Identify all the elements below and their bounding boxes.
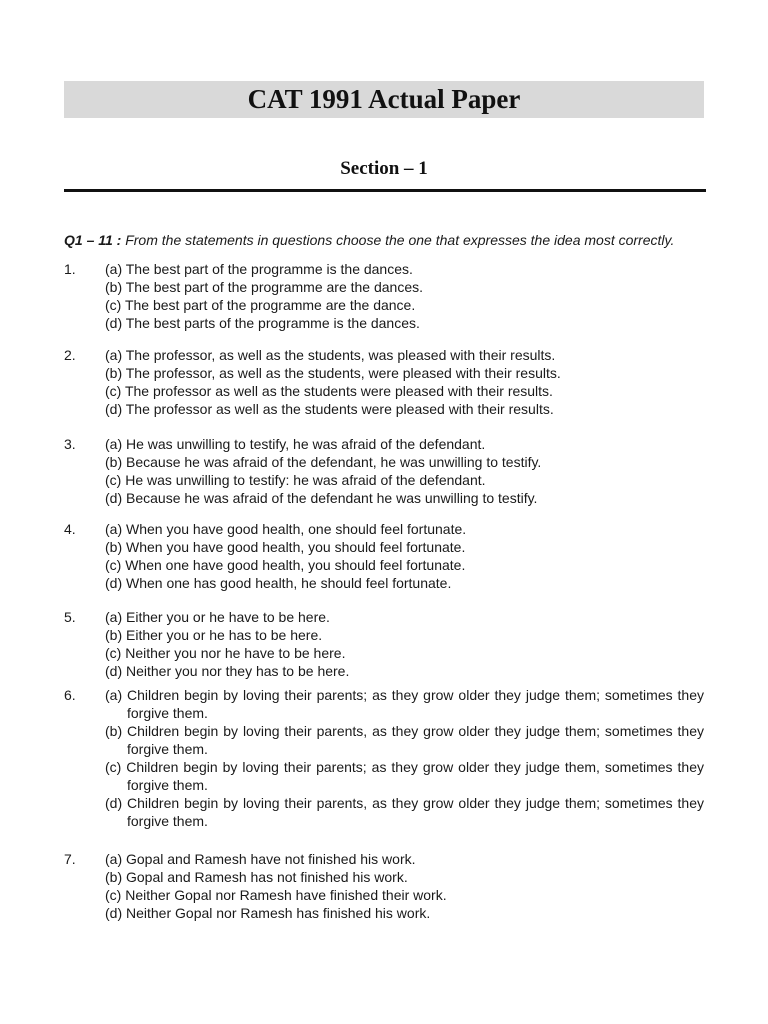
option-b: (b) Gopal and Ramesh has not finished his work.: [105, 869, 408, 885]
option-b: (b) Because he was afraid of the defendant, he was unwilling to testify.: [105, 454, 542, 470]
option-list: [105, 435, 704, 507]
question-2: [64, 346, 704, 418]
option-c: (c) The best part of the programme are the dance.: [105, 297, 416, 313]
instruction-lead: Q1 – 11 :: [64, 232, 122, 248]
option-list: [105, 520, 704, 592]
option-b: (b) Children begin by loving their parents, as they grow older they judge them; sometimes they forgive them.: [105, 723, 704, 757]
option-list: [105, 260, 704, 332]
option-b: (b) Either you or he has to be here.: [105, 627, 323, 643]
title-bar: [64, 81, 704, 118]
question-number: 2.: [64, 347, 76, 363]
option-d: (d) Neither Gopal nor Ramesh has finished his work.: [105, 905, 431, 921]
option-a: (a) The professor, as well as the students, was pleased with their results.: [105, 347, 556, 363]
option-d: (d) The best parts of the programme is the dances.: [105, 315, 420, 331]
question-6: [64, 686, 704, 830]
option-c: (c) Children begin by loving their parents; as they grow older they judge them, sometimes they forgive them.: [105, 759, 704, 793]
option-c: (c) Neither Gopal nor Ramesh have finished their work.: [105, 887, 447, 903]
option-a: (a) Either you or he have to be here.: [105, 609, 330, 625]
option-a: (a) Gopal and Ramesh have not finished his work.: [105, 851, 416, 867]
question-7: [64, 850, 704, 922]
section-divider: [64, 189, 706, 192]
option-a: (a) He was unwilling to testify, he was afraid of the defendant.: [105, 436, 486, 452]
option-b: (b) The best part of the programme are the dances.: [105, 279, 424, 295]
question-3: [64, 435, 704, 507]
option-a: (a) The best part of the programme is the dances.: [105, 261, 413, 277]
section-heading: Section – 1: [340, 158, 428, 179]
option-a: (a) Children begin by loving their parents; as they grow older they judge them; sometimes they forgive them.: [105, 687, 704, 721]
question-number: 3.: [64, 436, 76, 452]
option-c: (c) When one have good health, you should feel fortunate.: [105, 557, 466, 573]
question-1: [64, 260, 704, 332]
option-list: [105, 686, 704, 830]
option-b: (b) When you have good health, you should feel fortunate.: [105, 539, 466, 555]
question-4: [64, 520, 704, 592]
question-number: 4.: [64, 521, 76, 537]
question-number: 7.: [64, 851, 76, 867]
option-c: (c) He was unwilling to testify: he was afraid of the defendant.: [105, 472, 486, 488]
instruction-text: From the statements in questions choose the one that expresses the idea most correctly.: [125, 232, 675, 248]
instructions: [64, 232, 724, 248]
option-c: (c) Neither you nor he have to be here.: [105, 645, 346, 661]
option-d: (d) When one has good health, he should feel fortunate.: [105, 575, 452, 591]
option-d: (d) Because he was afraid of the defendant he was unwilling to testify.: [105, 490, 538, 506]
option-a: (a) When you have good health, one should feel fortunate.: [105, 521, 467, 537]
page-title: CAT 1991 Actual Paper: [247, 84, 521, 114]
option-d: (d) Neither you nor they has to be here.: [105, 663, 350, 679]
option-list: [105, 850, 704, 922]
question-number: 5.: [64, 609, 76, 625]
option-list: [105, 608, 704, 680]
question-number: 6.: [64, 687, 76, 703]
option-b: (b) The professor, as well as the students, were pleased with their results.: [105, 365, 561, 381]
option-c: (c) The professor as well as the students were pleased with their results.: [105, 383, 553, 399]
question-5: [64, 608, 704, 680]
option-d: (d) Children begin by loving their parents, as they grow older they judge them; sometimes they forgive them.: [105, 795, 704, 829]
option-d: (d) The professor as well as the students were pleased with their results.: [105, 401, 554, 417]
option-list: [105, 346, 704, 418]
question-number: 1.: [64, 261, 76, 277]
